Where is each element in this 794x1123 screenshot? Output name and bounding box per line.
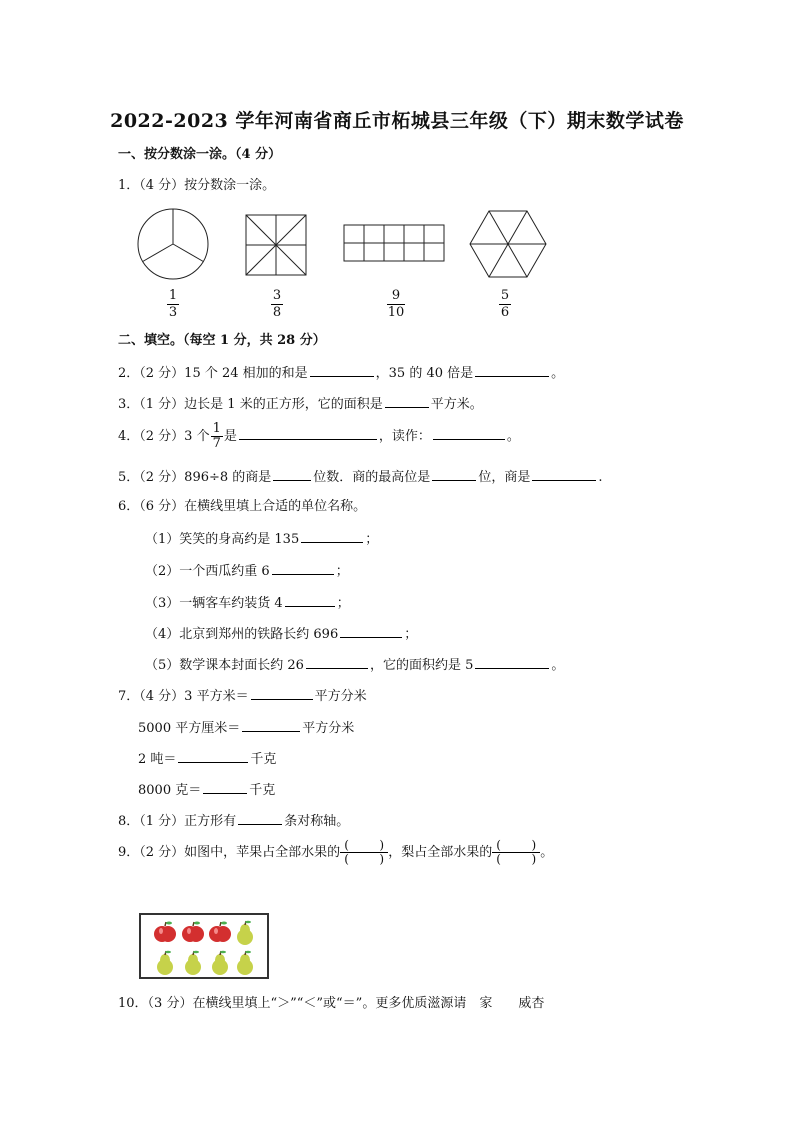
apple-icon	[182, 922, 204, 943]
answer-blank[interactable]	[532, 467, 596, 481]
answer-blank[interactable]	[301, 529, 363, 543]
question-6: 6．（6 分）在横线里填上合适的单位名称。	[118, 499, 367, 514]
rectangle-tenths-figure	[343, 224, 445, 262]
question-7-line-2: 5000 平方厘米＝ 平方分米	[138, 718, 354, 738]
fraction-label-3: 9 10	[387, 288, 405, 320]
fraction-label-2: 3 8	[272, 288, 282, 320]
page-title: 2022-2023 学年河南省商丘市柘城县三年级（下）期末数学试卷	[110, 110, 684, 132]
pear-icon	[237, 951, 253, 975]
question-8: 8．（1 分）正方形有 条对称轴。	[118, 811, 349, 831]
answer-blank[interactable]	[272, 561, 334, 575]
question-9: 9．（2 分）如图中，苹果占全部水果的 ( ) ( ) ，梨占全部水果的 ( ) ( ) 。	[118, 838, 554, 866]
answer-blank[interactable]	[310, 363, 374, 377]
square-eighths-figure	[245, 214, 308, 276]
question-2: 2．（2 分）15 个 24 相加的和是 ，35 的 40 倍是 。	[118, 363, 564, 383]
question-6-item-2: （2）一个西瓜约重 6 ；	[145, 561, 349, 581]
question-3: 3．（1 分）边长是 1 米的正方形，它的面积是 平方米。	[118, 394, 483, 414]
question-7: 7．（4 分）3 平方米＝ 平方分米	[118, 686, 367, 706]
question-1: 1．（4 分）按分数涂一涂。	[118, 178, 276, 193]
pear-icon	[237, 921, 253, 945]
answer-blank[interactable]	[432, 467, 476, 481]
answer-blank[interactable]	[475, 655, 549, 669]
pear-icon	[157, 951, 173, 975]
answer-blank[interactable]	[385, 394, 429, 408]
apple-icon	[154, 922, 176, 943]
answer-blank[interactable]	[242, 718, 300, 732]
answer-blank[interactable]	[306, 655, 368, 669]
answer-blank[interactable]	[273, 467, 311, 481]
question-5: 5．（2 分）896÷8 的商是 位数．商的最高位是 位，商是 .	[118, 467, 602, 487]
question-6-item-5: （5）数学课本封面长约 26 ，它的面积约是 5 。	[145, 655, 564, 675]
answer-blank[interactable]	[475, 363, 549, 377]
fruit-picture	[139, 913, 269, 979]
answer-blank[interactable]	[203, 780, 247, 794]
question-6-item-4: （4）北京到郑州的铁路长约 696 ；	[145, 624, 417, 644]
fruit-drawing	[141, 915, 267, 977]
fraction-label-4: 5 6	[500, 288, 510, 320]
question-7-line-3: 2 吨＝ 千克	[138, 749, 276, 769]
answer-blank[interactable]	[178, 749, 248, 763]
answer-blank[interactable]	[340, 624, 402, 638]
fraction-label-1: 1 3	[168, 288, 178, 320]
answer-blank[interactable]	[251, 686, 313, 700]
answer-blank[interactable]	[433, 426, 505, 440]
question-7-line-4: 8000 克＝ 千克	[138, 780, 275, 800]
apple-fraction-blank[interactable]: ( ) ( )	[340, 839, 388, 866]
question-6-item-3: （3）一辆客车约装货 4 ；	[145, 593, 350, 613]
question-10: 10．（3 分）在横线里填上“＞”“＜”或“＝”。更多优质滋源请 家 威杏	[118, 996, 545, 1011]
answer-blank[interactable]	[285, 593, 335, 607]
pear-fraction-blank[interactable]: ( ) ( )	[492, 839, 540, 866]
section-1-heading: 一、按分数涂一涂。（4 分）	[118, 147, 282, 162]
apple-icon	[209, 922, 231, 943]
hexagon-sixths-figure	[469, 210, 547, 278]
circle-thirds-figure	[136, 207, 210, 281]
answer-blank[interactable]	[238, 811, 282, 825]
question-4: 4．（2 分）3 个 $\frac{1}{7}$ 是 ，读作： 。	[118, 421, 520, 451]
answer-blank[interactable]	[239, 426, 377, 440]
pear-icon	[185, 951, 201, 975]
pear-icon	[212, 951, 228, 975]
question-6-item-1: （1）笑笑的身高约是 135 ；	[145, 529, 378, 549]
section-2-heading: 二、填空。（每空 1 分，共 28 分）	[118, 333, 326, 348]
fraction-one-seventh: $\frac{1}{7}$	[212, 421, 221, 451]
